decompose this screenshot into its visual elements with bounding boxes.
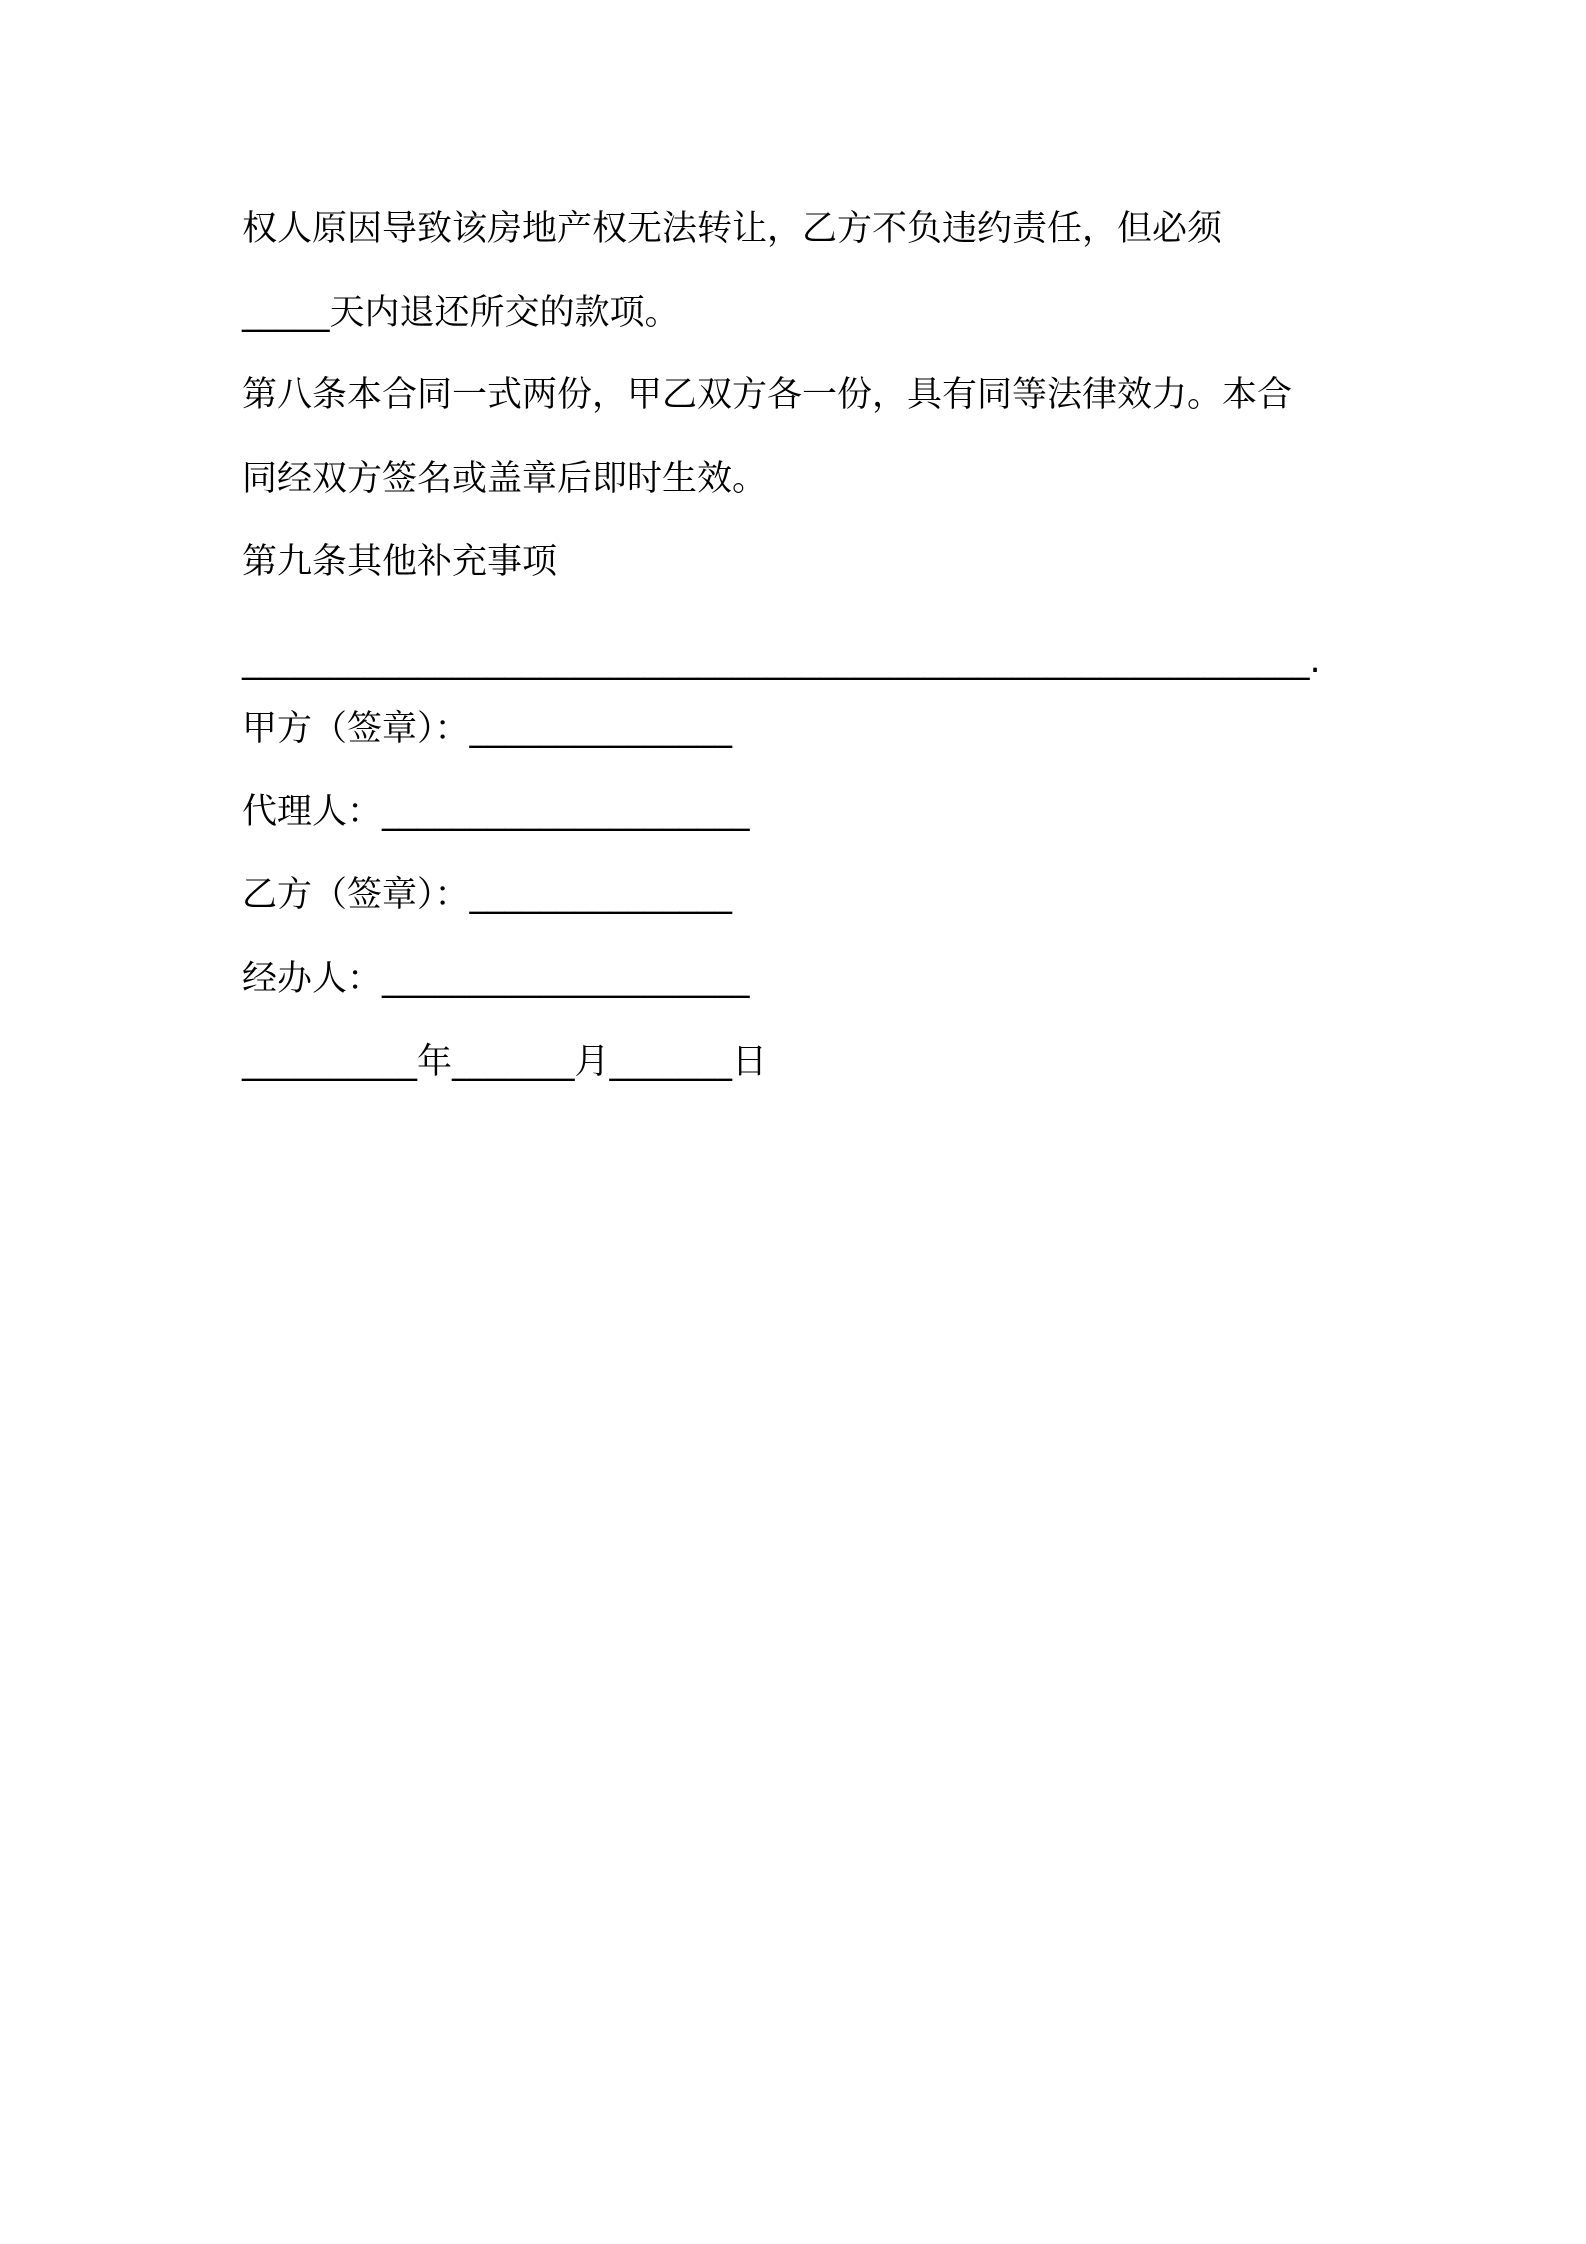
text-line-2: _____天内退还所交的款项。 xyxy=(242,293,680,333)
handler-signature-line: 经办人：_____________________ xyxy=(242,959,750,999)
text-line-4: 同经双方签名或盖章后即时生效。 xyxy=(242,459,768,499)
text-line-3: 第八条本合同一式两份，甲乙双方各一份，具有同等法律效力。本合 xyxy=(242,375,1293,415)
party-b-signature-line: 乙方（签章）：_______________ xyxy=(242,875,733,915)
party-a-signature-line: 甲方（签章）：_______________ xyxy=(242,709,733,749)
text-line-1: 权人原因导致该房地产权无法转让，乙方不负违约责任，但必须 xyxy=(242,209,1223,249)
blank-line: _____________________________________________________________. xyxy=(242,641,1321,681)
text-line-5: 第九条其他补充事项 xyxy=(242,542,558,582)
date-line: __________年_______月_______日 xyxy=(242,1042,768,1082)
agent-signature-line: 代理人：_____________________ xyxy=(242,792,750,832)
